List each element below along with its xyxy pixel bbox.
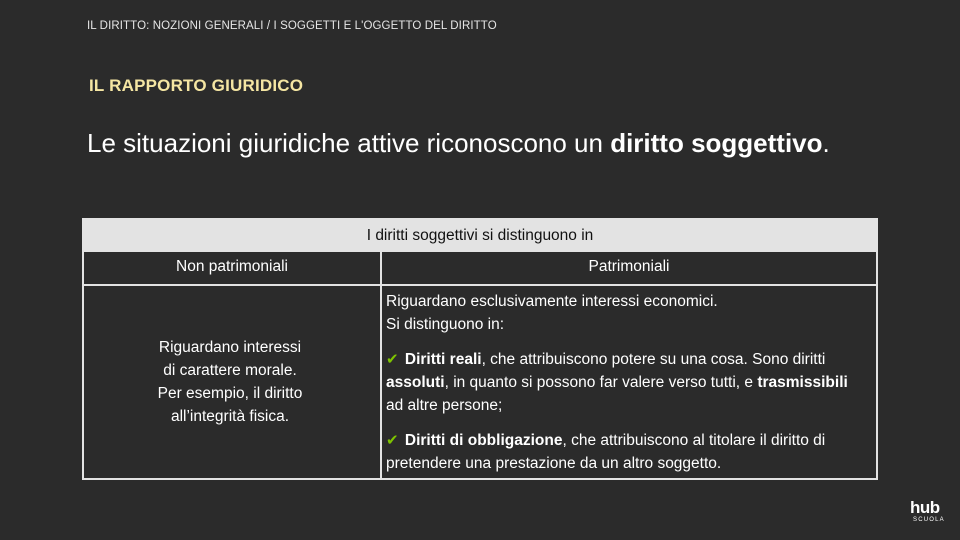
checkmark-icon: ✔: [386, 351, 399, 368]
rights-table: [82, 218, 878, 480]
checkmark-icon: ✔: [386, 432, 399, 449]
patrimonial-description: [386, 290, 866, 475]
patrimonial-intro-line-1: Riguardano esclusivamente interessi economici.: [386, 293, 718, 310]
headline-text: Le situazioni giuridiche attive riconoscono un: [87, 128, 611, 158]
column-header-non-patrimonial: [82, 250, 382, 286]
patrimonial-intro-line-2: Si distinguono in:: [386, 316, 505, 333]
absolute-term: assoluti: [386, 374, 445, 391]
real-rights-text-2: , in quanto si possono far valere verso tutti, e: [444, 374, 758, 391]
column-header-patrimonial: [380, 250, 878, 286]
transferable-term: trasmissibili: [757, 374, 848, 391]
table-header: I diritti soggettivi si distinguono in: [82, 218, 878, 250]
non-patrimonial-description: [82, 336, 378, 428]
obligation-rights-text: , che attribuiscono al titolare il diritto di pretendere una prestazione da un altro soggetto.: [386, 432, 826, 472]
list-item-obligation-rights: [386, 429, 866, 475]
logo-subtitle: SCUOLA: [913, 517, 945, 523]
headline-period: .: [822, 128, 830, 158]
column-header-non-patrimonial-label: Non patrimoniali: [176, 258, 288, 275]
list-item-real-rights: [386, 348, 866, 417]
obligation-rights-term: Diritti di obbligazione: [404, 432, 563, 449]
section-title: IL RAPPORTO GIURIDICO: [89, 76, 304, 95]
headline-bold-term: diritto soggettivo: [610, 128, 823, 158]
real-rights-term: Diritti reali: [404, 351, 482, 368]
headline: [87, 117, 847, 169]
non-patrimonial-line-1: Riguardano interessi: [158, 339, 302, 356]
real-rights-text-3: ad altre persone;: [386, 397, 503, 414]
column-header-patrimonial-label: Patrimoniali: [588, 258, 670, 275]
logo-word: hub: [910, 498, 940, 517]
non-patrimonial-line-3: Per esempio, il diritto: [157, 385, 303, 402]
non-patrimonial-line-2: di carattere morale.: [163, 362, 297, 379]
non-patrimonial-line-4: all’integrità fisica.: [170, 408, 290, 425]
breadcrumb: IL DIRITTO: NOZIONI GENERALI / I SOGGETTI E L'OGGETTO DEL DIRITTO: [87, 20, 497, 32]
real-rights-text-1: , che attribuiscono potere su una cosa. Sono diritti: [481, 351, 826, 368]
hub-scuola-logo: [910, 499, 950, 529]
